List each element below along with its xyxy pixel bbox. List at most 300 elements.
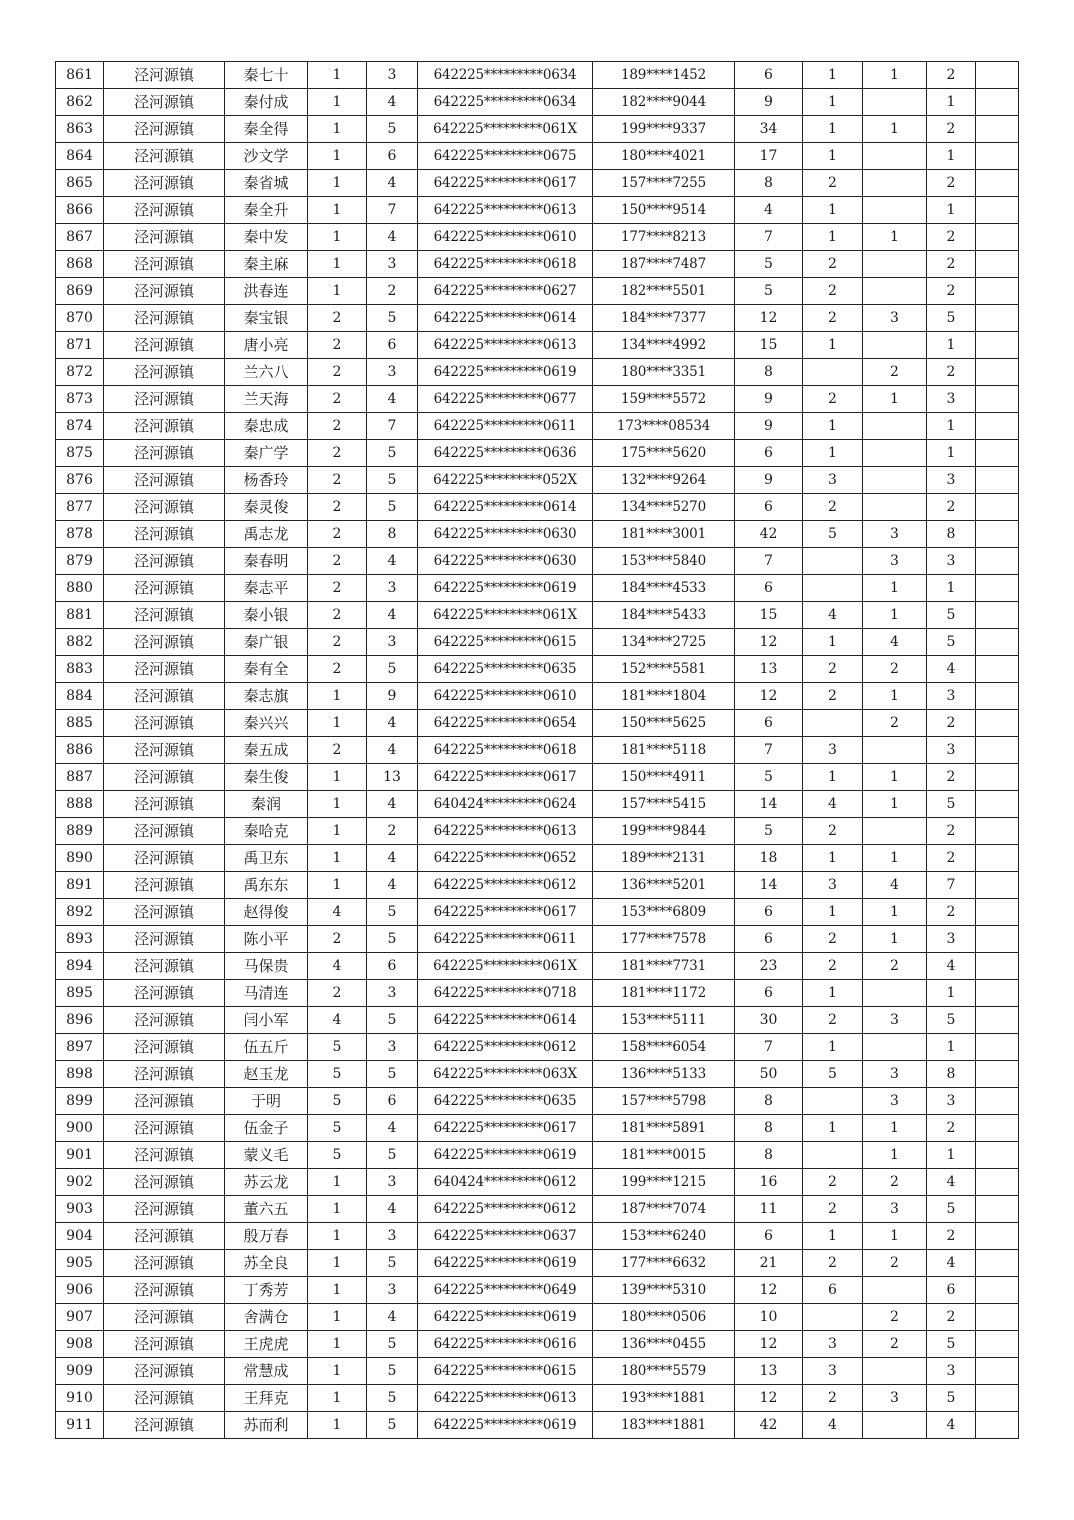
- id-number-cell: 642225*********0614: [418, 1007, 593, 1034]
- table-row: [56, 737, 1019, 764]
- town-cell: 泾河源镇: [104, 926, 225, 953]
- phone-cell: 153****6809: [593, 899, 735, 926]
- col-e-cell: 2: [863, 1250, 927, 1277]
- col-e-cell: [863, 737, 927, 764]
- row-number-cell: 863: [56, 116, 104, 143]
- remarks-cell: [976, 683, 1019, 710]
- table-row: [56, 872, 1019, 899]
- town-cell: 泾河源镇: [104, 224, 225, 251]
- col-d-cell: 2: [803, 656, 863, 683]
- id-number-cell: 642225*********0617: [418, 170, 593, 197]
- col-a-cell: 2: [308, 332, 367, 359]
- row-number-cell: 891: [56, 872, 104, 899]
- col-b-cell: 3: [367, 575, 418, 602]
- town-cell: 泾河源镇: [104, 872, 225, 899]
- phone-cell: 153****6240: [593, 1223, 735, 1250]
- col-e-cell: [863, 467, 927, 494]
- col-total-cell: 5: [927, 1331, 976, 1358]
- phone-cell: 134****4992: [593, 332, 735, 359]
- col-c-cell: 11: [735, 1196, 803, 1223]
- phone-cell: 181****1804: [593, 683, 735, 710]
- table-row: [56, 1007, 1019, 1034]
- col-total-cell: 5: [927, 629, 976, 656]
- remarks-cell: [976, 1142, 1019, 1169]
- name-cell: 禹卫东: [225, 845, 308, 872]
- name-cell: 秦全得: [225, 116, 308, 143]
- name-cell: 秦有全: [225, 656, 308, 683]
- col-e-cell: 2: [863, 656, 927, 683]
- town-cell: 泾河源镇: [104, 467, 225, 494]
- name-cell: 秦兴兴: [225, 710, 308, 737]
- table-row: [56, 845, 1019, 872]
- col-e-cell: [863, 278, 927, 305]
- col-b-cell: 3: [367, 1034, 418, 1061]
- col-d-cell: 1: [803, 332, 863, 359]
- col-d-cell: 2: [803, 170, 863, 197]
- phone-cell: 153****5111: [593, 1007, 735, 1034]
- table-row: [56, 62, 1019, 89]
- row-number-cell: 893: [56, 926, 104, 953]
- col-e-cell: [863, 494, 927, 521]
- col-a-cell: 1: [308, 1250, 367, 1277]
- row-number-cell: 907: [56, 1304, 104, 1331]
- phone-cell: 134****2725: [593, 629, 735, 656]
- phone-cell: 199****9337: [593, 116, 735, 143]
- remarks-cell: [976, 1358, 1019, 1385]
- table-row: [56, 1304, 1019, 1331]
- col-total-cell: 4: [927, 1169, 976, 1196]
- col-total-cell: 1: [927, 332, 976, 359]
- table-row: [56, 1223, 1019, 1250]
- phone-cell: 152****5581: [593, 656, 735, 683]
- phone-cell: 158****6054: [593, 1034, 735, 1061]
- town-cell: 泾河源镇: [104, 683, 225, 710]
- col-e-cell: [863, 197, 927, 224]
- col-total-cell: 3: [927, 1358, 976, 1385]
- phone-cell: 181****5118: [593, 737, 735, 764]
- town-cell: 泾河源镇: [104, 197, 225, 224]
- table-row: [56, 359, 1019, 386]
- col-c-cell: 13: [735, 656, 803, 683]
- phone-cell: 150****5625: [593, 710, 735, 737]
- town-cell: 泾河源镇: [104, 899, 225, 926]
- col-c-cell: 6: [735, 440, 803, 467]
- phone-cell: 187****7074: [593, 1196, 735, 1223]
- town-cell: 泾河源镇: [104, 737, 225, 764]
- table-row: [56, 764, 1019, 791]
- col-e-cell: [863, 89, 927, 116]
- col-e-cell: 1: [863, 899, 927, 926]
- id-number-cell: 642225*********0630: [418, 548, 593, 575]
- remarks-cell: [976, 170, 1019, 197]
- remarks-cell: [976, 1385, 1019, 1412]
- col-a-cell: 2: [308, 359, 367, 386]
- row-number-cell: 868: [56, 251, 104, 278]
- phone-cell: 153****5840: [593, 548, 735, 575]
- table-row: [56, 1196, 1019, 1223]
- col-c-cell: 8: [735, 1115, 803, 1142]
- remarks-cell: [976, 1277, 1019, 1304]
- town-cell: 泾河源镇: [104, 278, 225, 305]
- town-cell: 泾河源镇: [104, 818, 225, 845]
- row-number-cell: 904: [56, 1223, 104, 1250]
- col-b-cell: 4: [367, 89, 418, 116]
- col-b-cell: 13: [367, 764, 418, 791]
- remarks-cell: [976, 62, 1019, 89]
- name-cell: 兰天海: [225, 386, 308, 413]
- remarks-cell: [976, 1250, 1019, 1277]
- col-a-cell: 1: [308, 1331, 367, 1358]
- col-total-cell: 5: [927, 602, 976, 629]
- table-row: [56, 899, 1019, 926]
- name-cell: 秦付成: [225, 89, 308, 116]
- col-b-cell: 4: [367, 1115, 418, 1142]
- name-cell: 伍金子: [225, 1115, 308, 1142]
- name-cell: 杨香玲: [225, 467, 308, 494]
- town-cell: 泾河源镇: [104, 1196, 225, 1223]
- col-a-cell: 1: [308, 278, 367, 305]
- col-d-cell: 2: [803, 1169, 863, 1196]
- col-d-cell: 2: [803, 683, 863, 710]
- col-d-cell: 1: [803, 143, 863, 170]
- col-d-cell: 4: [803, 602, 863, 629]
- phone-cell: 180****3351: [593, 359, 735, 386]
- col-total-cell: 2: [927, 278, 976, 305]
- col-d-cell: 2: [803, 251, 863, 278]
- col-a-cell: 4: [308, 953, 367, 980]
- col-c-cell: 7: [735, 224, 803, 251]
- name-cell: 秦忠成: [225, 413, 308, 440]
- col-c-cell: 13: [735, 1358, 803, 1385]
- col-d-cell: 5: [803, 521, 863, 548]
- col-b-cell: 5: [367, 116, 418, 143]
- col-a-cell: 2: [308, 386, 367, 413]
- remarks-cell: [976, 278, 1019, 305]
- name-cell: 殷万春: [225, 1223, 308, 1250]
- col-b-cell: 4: [367, 548, 418, 575]
- col-c-cell: 5: [735, 764, 803, 791]
- col-c-cell: 7: [735, 548, 803, 575]
- id-number-cell: 642225*********0615: [418, 1358, 593, 1385]
- col-a-cell: 2: [308, 494, 367, 521]
- col-b-cell: 8: [367, 521, 418, 548]
- remarks-cell: [976, 413, 1019, 440]
- phone-cell: 136****5201: [593, 872, 735, 899]
- table-row: [56, 332, 1019, 359]
- table-row: [56, 656, 1019, 683]
- row-number-cell: 910: [56, 1385, 104, 1412]
- id-number-cell: 642225*********0619: [418, 1304, 593, 1331]
- name-cell: 秦生俊: [225, 764, 308, 791]
- row-number-cell: 902: [56, 1169, 104, 1196]
- town-cell: 泾河源镇: [104, 305, 225, 332]
- name-cell: 秦宝银: [225, 305, 308, 332]
- id-number-cell: 642225*********0611: [418, 413, 593, 440]
- col-e-cell: 3: [863, 1007, 927, 1034]
- row-number-cell: 884: [56, 683, 104, 710]
- town-cell: 泾河源镇: [104, 1304, 225, 1331]
- col-total-cell: 2: [927, 818, 976, 845]
- phone-cell: 184****7377: [593, 305, 735, 332]
- col-d-cell: 2: [803, 278, 863, 305]
- col-a-cell: 2: [308, 980, 367, 1007]
- phone-cell: 181****1172: [593, 980, 735, 1007]
- col-d-cell: 2: [803, 1007, 863, 1034]
- town-cell: 泾河源镇: [104, 1061, 225, 1088]
- col-total-cell: 8: [927, 1061, 976, 1088]
- col-e-cell: 3: [863, 305, 927, 332]
- name-cell: 赵玉龙: [225, 1061, 308, 1088]
- col-total-cell: 2: [927, 764, 976, 791]
- phone-cell: 182****5501: [593, 278, 735, 305]
- remarks-cell: [976, 791, 1019, 818]
- name-cell: 常慧成: [225, 1358, 308, 1385]
- table-row: [56, 1142, 1019, 1169]
- col-b-cell: 2: [367, 278, 418, 305]
- id-number-cell: 642225*********0652: [418, 845, 593, 872]
- town-cell: 泾河源镇: [104, 710, 225, 737]
- col-e-cell: [863, 1358, 927, 1385]
- table-row: [56, 683, 1019, 710]
- col-a-cell: 5: [308, 1115, 367, 1142]
- id-number-cell: 640424*********0624: [418, 791, 593, 818]
- phone-cell: 175****5620: [593, 440, 735, 467]
- town-cell: 泾河源镇: [104, 89, 225, 116]
- col-d-cell: 1: [803, 899, 863, 926]
- remarks-cell: [976, 710, 1019, 737]
- col-c-cell: 8: [735, 359, 803, 386]
- col-c-cell: 17: [735, 143, 803, 170]
- col-b-cell: 3: [367, 1277, 418, 1304]
- remarks-cell: [976, 737, 1019, 764]
- col-e-cell: 3: [863, 521, 927, 548]
- remarks-cell: [976, 521, 1019, 548]
- table-row: [56, 980, 1019, 1007]
- town-cell: 泾河源镇: [104, 359, 225, 386]
- table-row: [56, 1277, 1019, 1304]
- row-number-cell: 890: [56, 845, 104, 872]
- col-e-cell: 1: [863, 1223, 927, 1250]
- col-b-cell: 3: [367, 251, 418, 278]
- col-c-cell: 16: [735, 1169, 803, 1196]
- town-cell: 泾河源镇: [104, 1277, 225, 1304]
- table-row: [56, 629, 1019, 656]
- col-d-cell: 2: [803, 818, 863, 845]
- remarks-cell: [976, 386, 1019, 413]
- col-e-cell: 3: [863, 1385, 927, 1412]
- col-total-cell: 4: [927, 1412, 976, 1439]
- col-total-cell: 3: [927, 467, 976, 494]
- col-total-cell: 1: [927, 440, 976, 467]
- town-cell: 泾河源镇: [104, 1115, 225, 1142]
- phone-cell: 139****5310: [593, 1277, 735, 1304]
- town-cell: 泾河源镇: [104, 332, 225, 359]
- row-number-cell: 869: [56, 278, 104, 305]
- id-number-cell: 642225*********063X: [418, 1061, 593, 1088]
- phone-cell: 181****7731: [593, 953, 735, 980]
- town-cell: 泾河源镇: [104, 602, 225, 629]
- col-a-cell: 1: [308, 1277, 367, 1304]
- table-row: [56, 224, 1019, 251]
- col-a-cell: 5: [308, 1142, 367, 1169]
- col-b-cell: 4: [367, 602, 418, 629]
- id-number-cell: 642225*********0636: [418, 440, 593, 467]
- remarks-cell: [976, 1007, 1019, 1034]
- id-number-cell: 642225*********0619: [418, 359, 593, 386]
- name-cell: 秦广银: [225, 629, 308, 656]
- col-a-cell: 2: [308, 656, 367, 683]
- phone-cell: 177****6632: [593, 1250, 735, 1277]
- col-d-cell: 4: [803, 791, 863, 818]
- col-d-cell: [803, 548, 863, 575]
- name-cell: 秦五成: [225, 737, 308, 764]
- col-total-cell: 4: [927, 1250, 976, 1277]
- col-a-cell: 1: [308, 872, 367, 899]
- phone-cell: 157****5798: [593, 1088, 735, 1115]
- col-d-cell: [803, 710, 863, 737]
- row-number-cell: 911: [56, 1412, 104, 1439]
- col-total-cell: 2: [927, 1115, 976, 1142]
- col-e-cell: 1: [863, 575, 927, 602]
- table-row: [56, 1412, 1019, 1439]
- col-d-cell: 1: [803, 197, 863, 224]
- col-e-cell: [863, 413, 927, 440]
- col-a-cell: 2: [308, 737, 367, 764]
- col-total-cell: 1: [927, 197, 976, 224]
- remarks-cell: [976, 575, 1019, 602]
- row-number-cell: 889: [56, 818, 104, 845]
- col-c-cell: 9: [735, 467, 803, 494]
- col-b-cell: 5: [367, 1358, 418, 1385]
- table-row: [56, 197, 1019, 224]
- col-d-cell: 2: [803, 1196, 863, 1223]
- col-b-cell: 5: [367, 1412, 418, 1439]
- col-d-cell: 1: [803, 1034, 863, 1061]
- row-number-cell: 876: [56, 467, 104, 494]
- col-e-cell: 2: [863, 710, 927, 737]
- col-e-cell: 3: [863, 548, 927, 575]
- col-c-cell: 7: [735, 1034, 803, 1061]
- col-c-cell: 34: [735, 116, 803, 143]
- town-cell: 泾河源镇: [104, 170, 225, 197]
- name-cell: 马保贵: [225, 953, 308, 980]
- table-row: [56, 89, 1019, 116]
- name-cell: 兰六八: [225, 359, 308, 386]
- id-number-cell: 642225*********061X: [418, 602, 593, 629]
- col-b-cell: 5: [367, 1061, 418, 1088]
- town-cell: 泾河源镇: [104, 1412, 225, 1439]
- id-number-cell: 642225*********0613: [418, 818, 593, 845]
- col-d-cell: 1: [803, 413, 863, 440]
- name-cell: 秦哈克: [225, 818, 308, 845]
- col-e-cell: [863, 143, 927, 170]
- name-cell: 禹东东: [225, 872, 308, 899]
- row-number-cell: 877: [56, 494, 104, 521]
- col-e-cell: 4: [863, 629, 927, 656]
- col-c-cell: 12: [735, 305, 803, 332]
- col-total-cell: 3: [927, 683, 976, 710]
- table-row: [56, 116, 1019, 143]
- town-cell: 泾河源镇: [104, 845, 225, 872]
- row-number-cell: 908: [56, 1331, 104, 1358]
- row-number-cell: 905: [56, 1250, 104, 1277]
- col-b-cell: 4: [367, 386, 418, 413]
- town-cell: 泾河源镇: [104, 62, 225, 89]
- row-number-cell: 878: [56, 521, 104, 548]
- col-a-cell: 1: [308, 683, 367, 710]
- remarks-cell: [976, 1088, 1019, 1115]
- col-a-cell: 5: [308, 1088, 367, 1115]
- col-b-cell: 9: [367, 683, 418, 710]
- phone-cell: 150****9514: [593, 197, 735, 224]
- remarks-cell: [976, 305, 1019, 332]
- col-a-cell: 2: [308, 548, 367, 575]
- name-cell: 闫小军: [225, 1007, 308, 1034]
- col-total-cell: 3: [927, 926, 976, 953]
- col-c-cell: 50: [735, 1061, 803, 1088]
- table-row: [56, 386, 1019, 413]
- col-total-cell: 1: [927, 143, 976, 170]
- col-total-cell: 2: [927, 1304, 976, 1331]
- col-e-cell: [863, 1034, 927, 1061]
- id-number-cell: 642225*********0630: [418, 521, 593, 548]
- id-number-cell: 642225*********0627: [418, 278, 593, 305]
- town-cell: 泾河源镇: [104, 413, 225, 440]
- row-number-cell: 898: [56, 1061, 104, 1088]
- col-c-cell: 9: [735, 386, 803, 413]
- name-cell: 陈小平: [225, 926, 308, 953]
- col-a-cell: 1: [308, 1385, 367, 1412]
- phone-cell: 182****9044: [593, 89, 735, 116]
- name-cell: 洪春连: [225, 278, 308, 305]
- row-number-cell: 867: [56, 224, 104, 251]
- row-number-cell: 885: [56, 710, 104, 737]
- name-cell: 禹志龙: [225, 521, 308, 548]
- col-d-cell: 3: [803, 1331, 863, 1358]
- name-cell: 秦志旗: [225, 683, 308, 710]
- name-cell: 秦省城: [225, 170, 308, 197]
- col-total-cell: 5: [927, 1007, 976, 1034]
- household-table: [55, 61, 1019, 1439]
- col-d-cell: [803, 359, 863, 386]
- phone-cell: 177****8213: [593, 224, 735, 251]
- col-b-cell: 6: [367, 143, 418, 170]
- row-number-cell: 871: [56, 332, 104, 359]
- table-row: [56, 467, 1019, 494]
- phone-cell: 136****0455: [593, 1331, 735, 1358]
- row-number-cell: 894: [56, 953, 104, 980]
- phone-cell: 173****08534: [593, 413, 735, 440]
- col-d-cell: 4: [803, 1412, 863, 1439]
- id-number-cell: 642225*********0618: [418, 251, 593, 278]
- col-e-cell: 2: [863, 359, 927, 386]
- table-row: [56, 818, 1019, 845]
- remarks-cell: [976, 1304, 1019, 1331]
- col-total-cell: 4: [927, 953, 976, 980]
- town-cell: 泾河源镇: [104, 1250, 225, 1277]
- phone-cell: 183****1881: [593, 1412, 735, 1439]
- row-number-cell: 882: [56, 629, 104, 656]
- col-c-cell: 12: [735, 1385, 803, 1412]
- remarks-cell: [976, 143, 1019, 170]
- name-cell: 秦志平: [225, 575, 308, 602]
- col-d-cell: 2: [803, 494, 863, 521]
- id-number-cell: 642225*********0613: [418, 332, 593, 359]
- col-e-cell: 4: [863, 872, 927, 899]
- col-b-cell: 2: [367, 818, 418, 845]
- col-c-cell: 14: [735, 791, 803, 818]
- col-total-cell: 2: [927, 170, 976, 197]
